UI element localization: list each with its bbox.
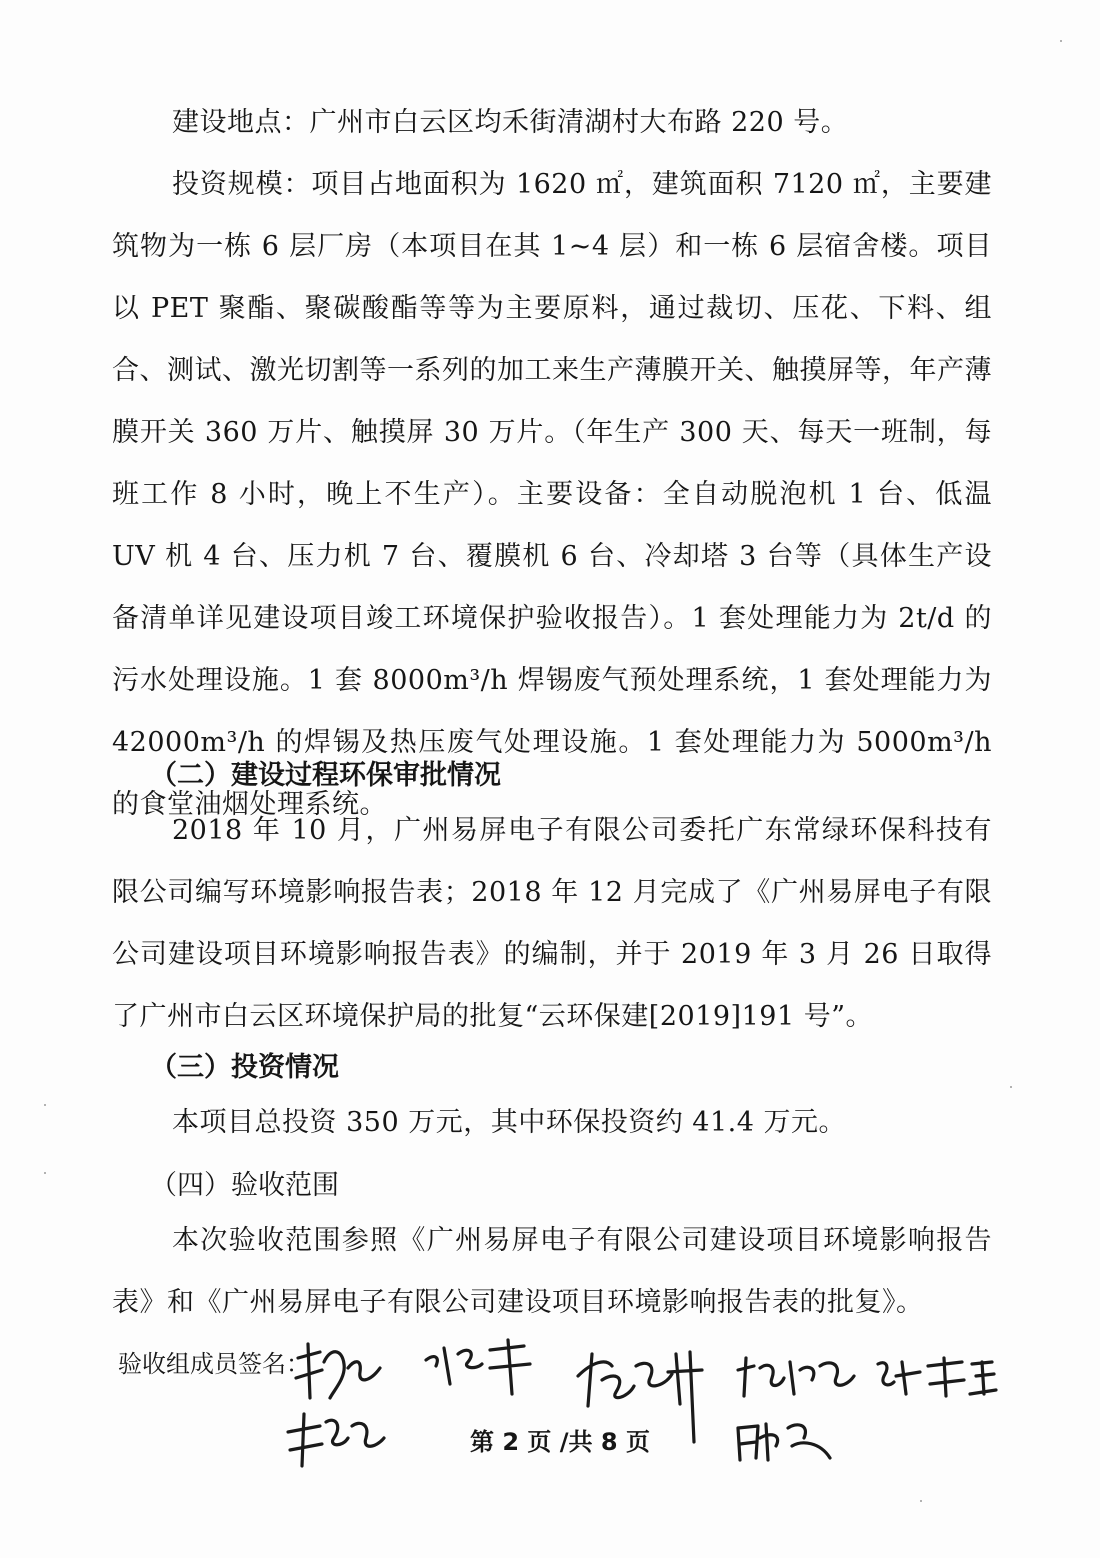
scan-speck [44, 1104, 46, 1106]
page-number-suffix: 页 [617, 1428, 650, 1456]
section-heading-approval: （二）建设过程环保审批情况 [150, 760, 501, 791]
location-paragraph: 建设地点：广州市白云区均禾街清湖村大布路 220 号。 [172, 107, 849, 138]
scan-speck [1060, 40, 1062, 42]
investment-scale-paragraph: 投资规模：项目占地面积为 1620 ㎡，建筑面积 7120 ㎡，主要建筑物为一栋 6 层厂房（本项目在其 1~4 层）和一栋 6 层宿舍楼。项目以 PET 聚酯、聚碳酸酯等等为主要原料，通过裁切、压花、下料、组合、测试、激光切割等一系列的加工来生产薄膜开关、触摸屏等，年产薄膜开关 360 万片、触摸屏 30 万片。（年生产 300 天、每天一班制，每班工作 8 小时，晚上不生产）。主要设备：全自动脱泡机 1 台、低温 UV 机 4 台、压力机 7 台、覆膜机 6 台、冷却塔 3 台等（具体生产设备清单详见建设项目竣工环境保护验收报告）。1 套处理能力为 2t/d 的污水处理设施。1 套 8000m³/h 焊锡废气预处理系统，1 套处理能力为 42000m³/h 的焊锡及热压废气处理设施。1 套处理能力为 5000m³/h 的食堂油烟处理系统。 [112, 169, 992, 820]
section-heading-scope: （四）验收范围 [150, 1170, 339, 1201]
page-number-middle: 页 /共 [519, 1428, 601, 1456]
signature-7 [730, 1410, 840, 1470]
page-number-footer [470, 1424, 650, 1460]
signature-2 [420, 1332, 550, 1402]
signature-5 [872, 1348, 1002, 1408]
investment-paragraph: 本项目总投资 350 万元，其中环保投资约 41.4 万元。 [172, 1107, 846, 1138]
page-number-prefix: 第 [470, 1428, 503, 1456]
total-page-number: 8 [600, 1428, 618, 1456]
scan-speck [920, 1500, 922, 1502]
section-heading-investment: （三）投资情况 [150, 1052, 339, 1083]
signature-1 [290, 1338, 390, 1408]
approval-paragraph: 2018 年 10 月，广州易屏电子有限公司委托广东常绿环保科技有限公司编写环境影响报告表；2018 年 12 月完成了《广州易屏电子有限公司建设项目环境影响报告表》的编制，并于 2019 年 3 月 26 日取得了广州市白云区环境保护局的批复“云环保建[2019]191 号”。 [112, 815, 992, 1032]
current-page-number: 2 [502, 1428, 520, 1456]
signature-4 [732, 1348, 862, 1408]
scan-speck [1010, 1086, 1012, 1088]
signature-6 [280, 1404, 390, 1474]
signature-label: 验收组成员签名： [118, 1350, 310, 1378]
scan-speck [44, 1172, 46, 1174]
scope-paragraph: 本次验收范围参照《广州易屏电子有限公司建设项目环境影响报告表》和《广州易屏电子有限公司建设项目环境影响报告表的批复》。 [112, 1225, 992, 1318]
